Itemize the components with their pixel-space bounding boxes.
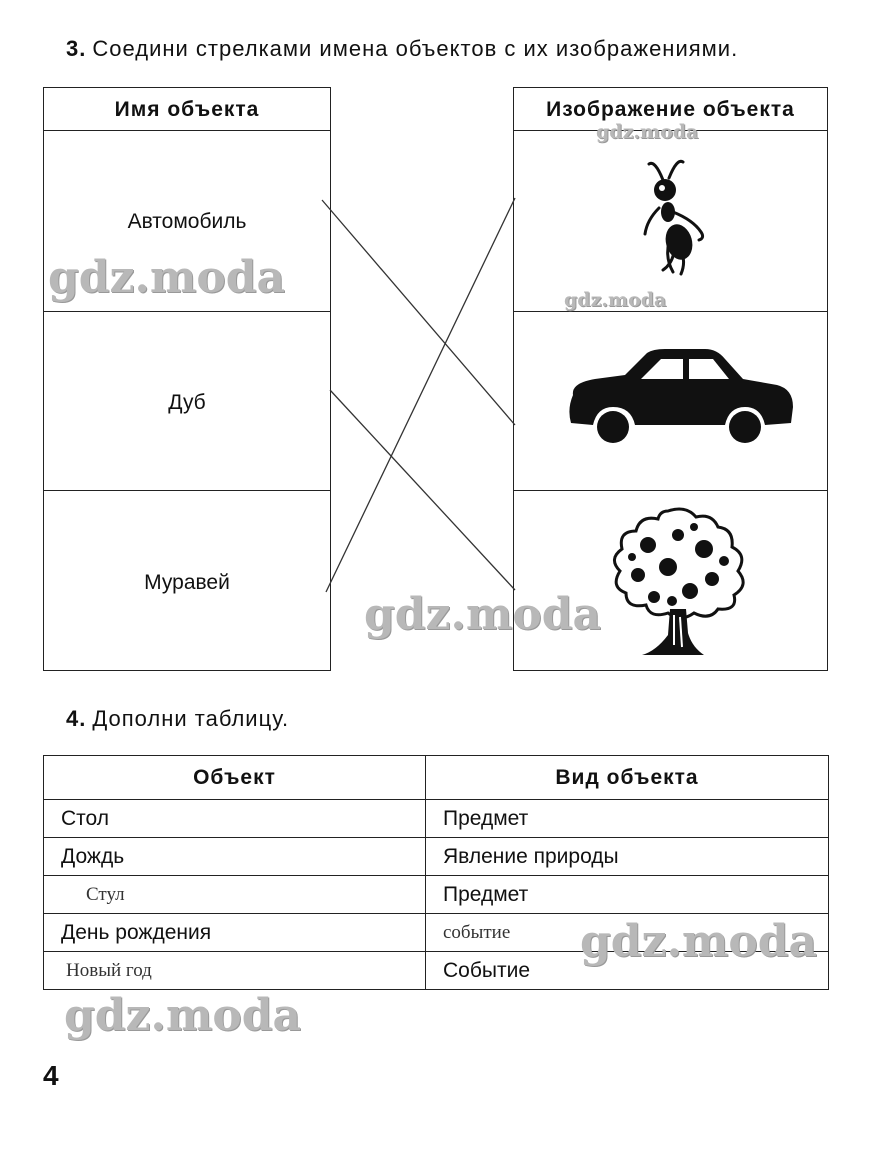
cell-kind-handwritten: событие bbox=[426, 914, 829, 952]
images-header: Изображение объекта bbox=[546, 98, 795, 121]
cell-kind: Событие bbox=[426, 952, 829, 990]
page-number: 4 bbox=[43, 1060, 59, 1091]
names-header: Имя объекта bbox=[114, 98, 260, 121]
cell-kind: Явление природы bbox=[426, 838, 829, 876]
task4-text: Дополни таблицу. bbox=[92, 706, 290, 731]
table-row bbox=[44, 838, 829, 876]
cell-object: Стол bbox=[44, 800, 426, 838]
header-kind: Вид объекта bbox=[426, 756, 829, 800]
watermark: gdz.moda bbox=[364, 589, 602, 640]
line-oak bbox=[330, 390, 515, 590]
watermark: gdz.moda bbox=[64, 990, 302, 1041]
task3-text: Соедини стрелками имена объектов с их изображениями. bbox=[92, 36, 739, 61]
table-row bbox=[44, 876, 829, 914]
name-oak: Дуб bbox=[168, 391, 206, 414]
cell-object: День рождения bbox=[44, 914, 426, 952]
watermark: gdz.moda bbox=[580, 916, 818, 967]
cell-object: Дождь bbox=[44, 838, 426, 876]
cell-kind: Предмет bbox=[426, 876, 829, 914]
watermark: gdz.moda bbox=[596, 121, 699, 143]
line-car bbox=[322, 200, 515, 425]
watermark: gdz.moda bbox=[48, 252, 286, 303]
table-row bbox=[44, 800, 829, 838]
cell-kind: Предмет bbox=[426, 800, 829, 838]
table-header-row bbox=[44, 756, 829, 800]
cell-object-handwritten: Новый год bbox=[44, 952, 426, 990]
name-ant: Муравей bbox=[144, 571, 230, 594]
watermark: gdz.moda bbox=[564, 289, 667, 311]
cell-object-handwritten: Стул bbox=[44, 876, 426, 914]
task4-title bbox=[66, 706, 289, 732]
header-object: Объект bbox=[44, 756, 426, 800]
name-car: Автомобиль bbox=[127, 210, 247, 233]
task3-number: 3. bbox=[66, 36, 87, 61]
line-ant bbox=[326, 198, 515, 592]
task4-number: 4. bbox=[66, 706, 87, 731]
